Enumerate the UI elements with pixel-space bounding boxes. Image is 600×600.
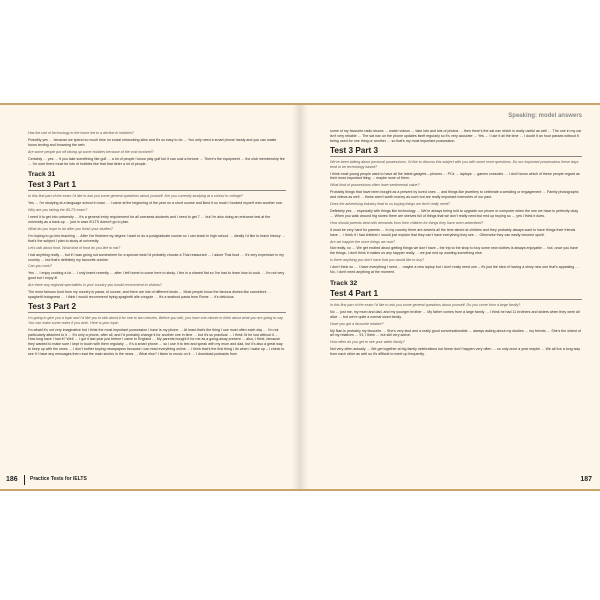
footer-divider <box>24 475 25 485</box>
test3-part3-block <box>330 160 582 275</box>
answer-text: I need it to get into university … It's a general entry requirement for all overseas students and I need to get 7 … but I'm also doing an entrance test at the university as a back-up … just in case IELTS doesn't go to plan. <box>28 215 271 225</box>
track-heading: Track 31 <box>28 171 56 179</box>
answer-text: I'm afraid it's not very imaginative but I think the most important possession I have is my phone … At least that's the thing I use most often each day … I'm not particularly attached to it … It's only a phone, after all, and I'd probably change it for another one in time … but it's so practical … I think I'd be lost without it … How long have I had it? Well … I got it last year just before I came to England … My parents bought it for me as a going-away present … also, I think, because they wanted to make sure I kept in touch with them regularly … It's a smart phone … so I use it to text and speak with my mum and dad, but it's also a great way to keep up with the news … I don't bother buying newspapers because I can read everything online … I think that's the first thing I do when I wake up – I check to see if I have any messages then read the main stories in the news … What else? I listen to music on it … I download podcasts from <box>28 327 285 357</box>
question-text: Does the advertising industry lead to us buying things we don't really need? <box>330 202 450 207</box>
left-page-number: 186 <box>6 476 18 483</box>
question-text: In this first part of the exam I'd like to ask you some general questions about yourself. Are you currently studying at a school or college? <box>28 194 243 199</box>
question-text: Are we happier the more things we own? <box>330 239 396 244</box>
section-rule <box>28 190 286 191</box>
section-rule <box>28 312 286 313</box>
answer-text: Yes … I enjoy cooking a lot … I only learnt recently … after I left home to come here to study. I live in a shared flat so I've had to learn how to cook … I'm not very good but I enjoy it! <box>28 271 285 281</box>
answer-text: Not very often actually … We get together at big family celebrations but these don't happen very often … so only once a year maybe … We all live a long way from each other as well so it's difficult to meet up frequently. <box>330 347 581 357</box>
answer-text: My Nan is probably my favourite … She's very kind and a really good conversationalist … always asking about my studies … my friends … She's the oldest of all my relatives … 91, I think … but still very active. <box>330 328 581 338</box>
answer-text: Not really, no … We get excited about getting things we don't have – the trip to the shop to buy some new clothes is always enjoyable … but, once you have the things, I don't think it makes us any happier really … we just end up wanting something else. <box>330 246 578 256</box>
question-text: What do you hope to do after you finish your studies? <box>28 226 113 231</box>
answer-text: some of my favourite radio shows … watch videos … take lots and lots of photos … then there's the sat nav which is really useful as well … The one in my car isn't very reliable … The sat nav on the phone updates itself regularly so it's very accurate … Yes … I use it all the time … I doubt if an hour passes without it being used for one thing or another … so that's my most important possession. <box>330 129 582 143</box>
answer-text: Yes … I'm studying at a language school in town … I came at the beginning of the year on a short course and liked it so much I booked myself onto another one. <box>28 201 283 206</box>
answer-text: Definitely yes … especially with things like technology … We're always being told to upgrade our phone or computer when the one we have is perfectly okay … When you walk around big stores there are shelves full of things that we don't really need but end up buying so … yes I think it does. <box>330 208 579 218</box>
left-footer-title: Practice Tests for IELTS <box>30 476 87 482</box>
running-header: Speaking: model answers <box>508 113 582 119</box>
track-heading: Track 32 <box>330 279 358 287</box>
question-text: In this first part of the exam I'd like to ask you some general questions about yourself. Do you come from a large family? <box>330 302 521 307</box>
left-intro-block <box>28 131 286 166</box>
section-heading: Test 3 Part 2 <box>28 301 77 311</box>
answer-text: I'm hoping to go into teaching … After I've finished my degree I want to do a postgraduate course so I can teach in high school … ideally I'd like to teach history … that's the subject I plan to study at university. <box>28 233 286 243</box>
answer-text: I eat anything really … but if I was going out somewhere for a special meal I'd probably choose a Thai restaurant … I adore Thai food … It's very expensive in my country … but that's definitely my favourite cuisine. <box>28 252 284 262</box>
question-text: Why are you taking the IELTS exam? <box>28 208 88 213</box>
section-rule <box>330 156 582 157</box>
test3-part2-block <box>28 316 286 357</box>
section-heading: Test 3 Part 1 <box>28 180 77 190</box>
question-text: How often do you get to see your wider family? <box>330 340 405 345</box>
answer-text: I don't think so … I have everything I need … maybe a new laptop but I don't really need one – it's just the idea of having a shiny new one that's appealing … No, I don't need anything at the moment. <box>330 265 579 275</box>
answer-text: The most famous food from my country is pasta, of course, and there are lots of different kinds … Most people know the famous dishes like cannelloni … spaghetti bolognese … I think I would recommend trying spaghetti alle vongole … It's a seafood pasta from Rome … it's delicious. <box>28 290 271 299</box>
question-text: Let's talk about food. What kind of food do you like to eat? <box>28 245 121 250</box>
answer-text: No … just me, my mum and dad, and my younger brother … My father comes from a large family … I think he had 11 brothers and sisters when they were all alive … but we're quite a normal sized family. <box>330 309 580 319</box>
right-page-number: 187 <box>580 476 592 483</box>
test4-part1-block <box>330 303 582 357</box>
question-text: Are some people put off taking up some hobbies because of the cost involved? <box>28 149 154 154</box>
right-page <box>300 105 600 489</box>
question-text: How should parents deal with demands from their children for things they have seen advertised? <box>330 220 484 225</box>
question-text: Can you cook? <box>28 264 52 269</box>
left-page <box>0 105 300 489</box>
question-text: Have you got a favourite relative? <box>330 321 384 326</box>
right-intro-block <box>330 129 582 144</box>
section-heading: Test 4 Part 1 <box>330 288 379 298</box>
question-text: We've been talking about personal possessions. I'd like to discuss this subject with you with some more questions. Do our important possessions these days tend to be technology based? <box>330 159 579 169</box>
answer-text: Certainly … yes … If you take something like golf … a lot of people I know play golf but it can cost a fortune … There's the equipment … the club membership fee … I'm sure there must be lots of hobbies like that that deter a lot of people. <box>28 156 285 166</box>
test3-part1-block <box>28 194 286 299</box>
section-rule <box>330 299 582 300</box>
question-text: I'm going to give you a topic and I'd like you to talk about it for one to two minutes. Before you talk, you have one minute to think about what you are going to say. You can make some notes if you wish. Here is your topic: <box>28 315 284 325</box>
question-text: What kind of possessions often have sentimental value? <box>330 183 420 188</box>
answer-text: It must be very hard for parents … In my country there are adverts all the time aimed at children and they probably always want to have things their friends have … I think if I had children I would just explain that they can't have everything they see … Otherwise they can easily become spoilt. <box>330 227 576 237</box>
section-heading: Test 3 Part 3 <box>330 145 379 155</box>
question-text: Is there anything you don't have that you would like to buy? <box>330 258 425 263</box>
answer-text: I think most young people want to have all the latest gadgets – phones … PCs … laptops … games consoles … I don't know which of these people regard as their most important thing … maybe none of them. <box>330 171 580 181</box>
question-text: Are there any regional specialities in your country you would recommend to visitors? <box>28 283 162 288</box>
answer-text: Possibly yes … because we spend so much time on social networking sites and it's so easy to do … You only need a smart phone handy and you can waste hours texting and browsing the web. <box>28 137 277 147</box>
answer-text: Probably things that have been bought as a present by loved ones … and things like jewellery to celebrate a wedding or engagement … Family photographs and videos as well … these aren't worth money as such but are really important memories of our past. <box>330 190 579 200</box>
book-spread <box>0 103 600 491</box>
question-text: Has the use of technology in the home led to a decline in hobbies? <box>28 131 134 135</box>
